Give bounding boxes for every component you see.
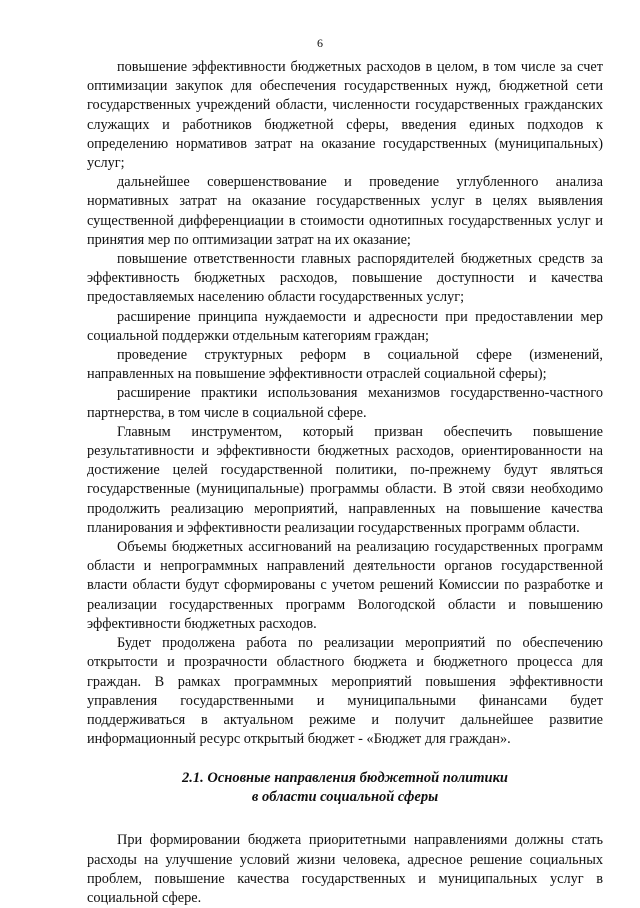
paragraph: Объемы бюджетных ассигнований на реализацию государственных программ области и непрограммных направлений деятельности органов государственной власти области будут сформированы с учетом решений Комиссии по разработке и реализации государственных программ Вологодской области и повышению эффективности бюджетных расходов.	[87, 539, 603, 632]
paragraph: повышение ответственности главных распорядителей бюджетных средств за эффективность бюджетных расходов, повышение доступности и качества предоставляемых населению области государственных услуг;	[87, 251, 603, 306]
document-body	[87, 58, 603, 908]
section-heading-line: 2.1. Основные направления бюджетной политики	[181, 770, 509, 787]
paragraph: расширение практики использования механизмов государственно-частного партнерства, в том числе в социальной сфере.	[87, 385, 603, 421]
closing-paragraph: При формировании бюджета приоритетными направлениями должны стать расходы на улучшение условий жизни человека, адресное решение социальных проблем, повышение качества государственных и муниципальных услуг в социальной сфере.	[87, 832, 603, 906]
paragraph: Будет продолжена работа по реализации мероприятий по обеспечению открытости и прозрачности областного бюджета и бюджетного процесса для граждан. В рамках программных мероприятий повышения эффективности управления государственными и муниципальными финансами будет поддерживаться в актуальном режиме и получит дальнейшее развитие информационный ресурс открытый бюджет - «Бюджет для граждан».	[87, 635, 603, 748]
paragraph: дальнейшее совершенствование и проведение углубленного анализа нормативных затрат на оказание государственных услуг в целях выявления существенной дифференциации в стоимости однотипных государственных услуг и принятия мер по оптимизации затрат на их оказание;	[87, 174, 603, 248]
paragraph: расширение принципа нуждаемости и адресности при предоставлении мер социальной поддержки отдельным категориям граждан;	[87, 308, 603, 344]
page-number: 6	[317, 36, 323, 50]
paragraph: Главным инструментом, который призван обеспечить повышение результативности и эффективности бюджетных расходов, ориентированности на достижение целей государственной политики, по-прежнему будут являться государственные (муниципальные) программы области. В этой связи необходимо продолжить реализацию мероприятий, направленных на повышение качества планирования и эффективности реализации государственных программ области.	[87, 423, 603, 536]
paragraph: повышение эффективности бюджетных расходов в целом, в том числе за счет оптимизации закупок для обеспечения государственных нужд, бюджетной сети государственных учреждений области, численности государственных гражданских служащих и работников бюджетной сферы, введения единых подходов к определению нормативов затрат на оказание государственных (муниципальных) услуг;	[87, 59, 603, 172]
paragraph: проведение структурных реформ в социальной сфере (изменений, направленных на повышение эффективности отраслей социальной сферы);	[87, 347, 603, 383]
section-heading	[87, 769, 603, 807]
section-heading-line: в области социальной сферы	[251, 789, 439, 806]
